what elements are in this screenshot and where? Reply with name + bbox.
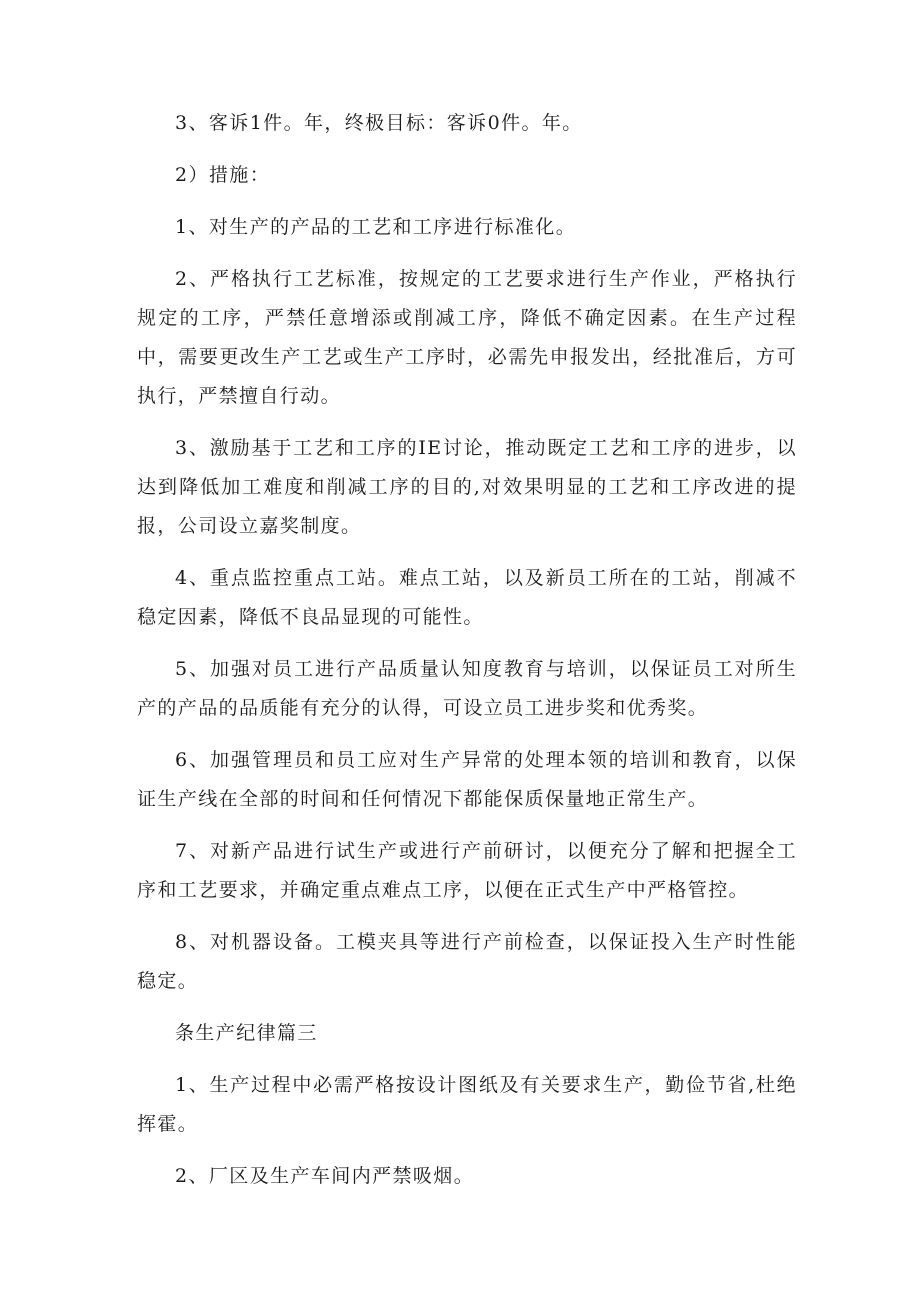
paragraph-measure-6: 6、加强管理员和员工应对生产异常的处理本领的培训和教育，以保证生产线在全部的时间和任何情况下都能保质保量地正常生产。 — [137, 749, 797, 810]
paragraph-measure-8: 8、对机器设备。工模夹具等进行产前检查，以保证投入生产时性能稳定。 — [137, 931, 797, 992]
paragraph-complaint-target: 3、客诉1件。年，终极目标：客诉0件。年。 — [175, 112, 583, 134]
paragraph-measure-5: 5、加强对员工进行产品质量认知度教育与培训，以保证员工对所生产的产品的品质能有充分的认得，可设立员工进步奖和优秀奖。 — [137, 658, 797, 719]
paragraph-discipline-1: 1、生产过程中必需严格按设计图纸及有关要求生产，勤俭节省,杜绝挥霍。 — [137, 1074, 797, 1135]
paragraph-discipline-2: 2、厂区及生产车间内严禁吸烟。 — [175, 1165, 475, 1187]
paragraph-measure-7: 7、对新产品进行试生产或进行产前研讨，以便充分了解和把握全工序和工艺要求，并确定重点难点工序，以便在正式生产中严格管控。 — [137, 840, 797, 901]
paragraph-measure-1: 1、对生产的产品的工艺和工序进行标准化。 — [175, 216, 577, 238]
document-body — [137, 104, 797, 1209]
paragraph-measure-3: 3、激励基于工艺和工序的IE讨论，推动既定工艺和工序的进步，以达到降低加工难度和削减工序的目的,对效果明显的工艺和工序改进的提报，公司设立嘉奖制度。 — [137, 437, 797, 537]
paragraph-measure-4: 4、重点监控重点工站。难点工站，以及新员工所在的工站，削减不稳定因素，降低不良品显现的可能性。 — [137, 567, 797, 628]
paragraph-measures-heading: 2）措施： — [175, 164, 271, 186]
paragraph-measure-2: 2、严格执行工艺标准，按规定的工艺要求进行生产作业，严格执行规定的工序，严禁任意增添或削减工序，降低不确定因素。在生产过程中，需要更改生产工艺或生产工序时，必需先申报发出，经批准后，方可执行，严禁擅自行动。 — [137, 268, 797, 407]
section-heading-discipline: 条生产纪律篇三 — [175, 1022, 318, 1044]
